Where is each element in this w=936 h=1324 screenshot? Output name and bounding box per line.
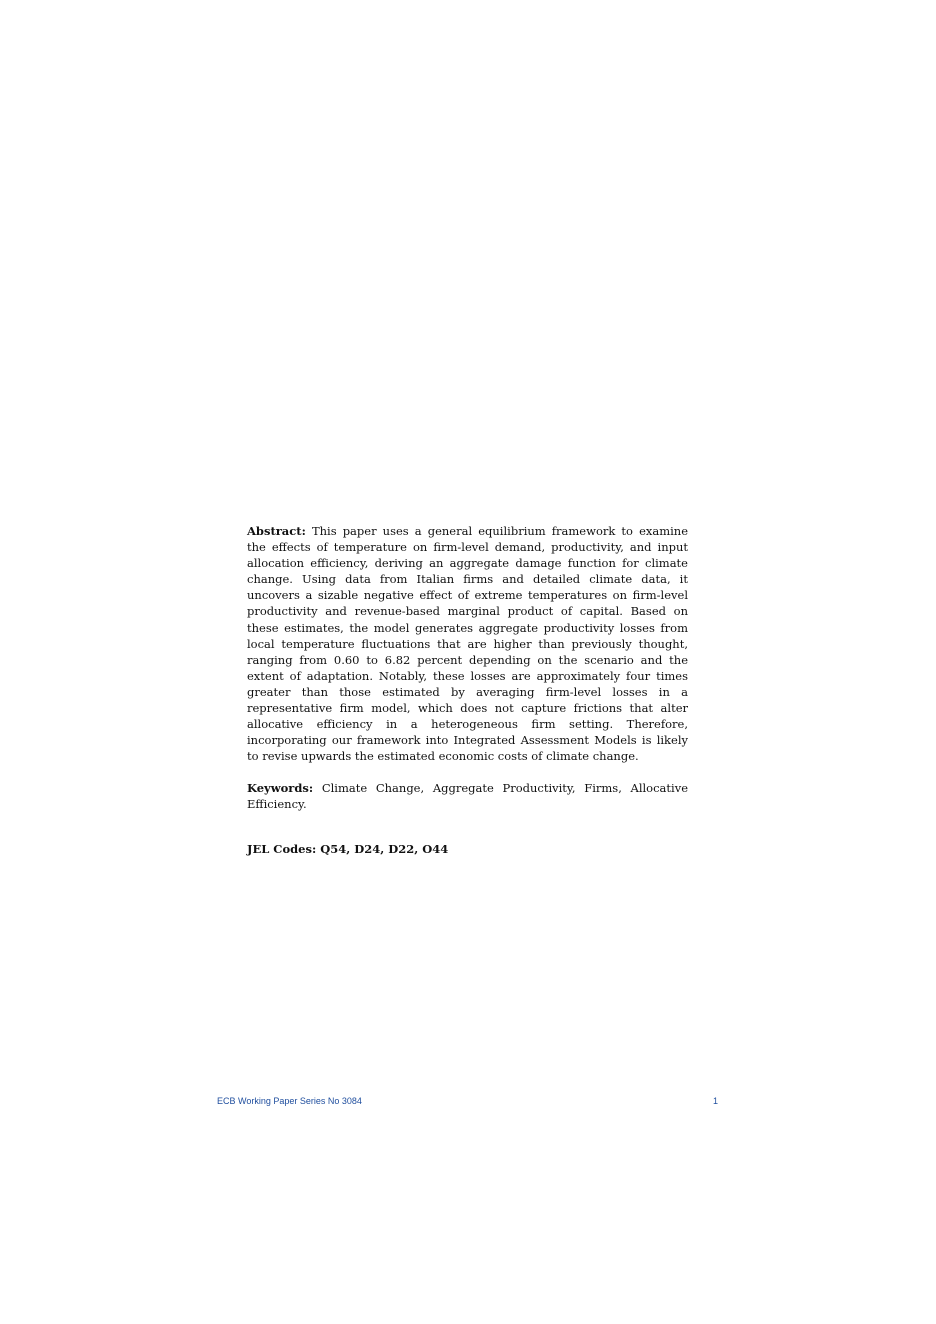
footer-page-number: 1 (712, 1096, 718, 1106)
jel-codes-list: Q54, D24, D22, O44 (320, 842, 449, 857)
keywords-label: Keywords: (247, 781, 314, 796)
jel-codes-label: JEL Codes: (247, 842, 317, 857)
keywords-paragraph (247, 780, 688, 812)
abstract-page-content (247, 523, 688, 857)
abstract-paragraph (247, 523, 688, 764)
jel-codes-paragraph (247, 841, 688, 857)
keywords-text: Climate Change, Aggregate Productivity, Firms, Allocative Efficiency. (247, 781, 689, 812)
footer-series-name: ECB Working Paper Series No 3084 (217, 1096, 362, 1106)
abstract-text: This paper uses a general equilibrium framework to examine the effects of temperature on firm-level demand, productivity, and input allocation efficiency, deriving an aggregate damage function for climate change. Using data from Italian firms and detailed climate data, it uncovers a sizable negative effect of extreme temperatures on firm-level productivity and revenue-based marginal product of capital. Based on these estimates, the model generates aggregate productivity losses from local temperature fluctuations that are higher than previously thought, ranging from 0.60 to 6.82 percent depending on the scenario and the extent of adaptation. Notably, these losses are approximately four times greater than those estimated by averaging firm-level losses in a representative firm model, which does not capture frictions that alter allocative efficiency in a heterogeneous firm setting. Therefore, incorporating our framework into Integrated Assessment Models is likely to revise upwards the estimated economic costs of climate change. (247, 524, 689, 764)
page-footer (217, 1096, 718, 1106)
abstract-label: Abstract: (247, 524, 306, 538)
